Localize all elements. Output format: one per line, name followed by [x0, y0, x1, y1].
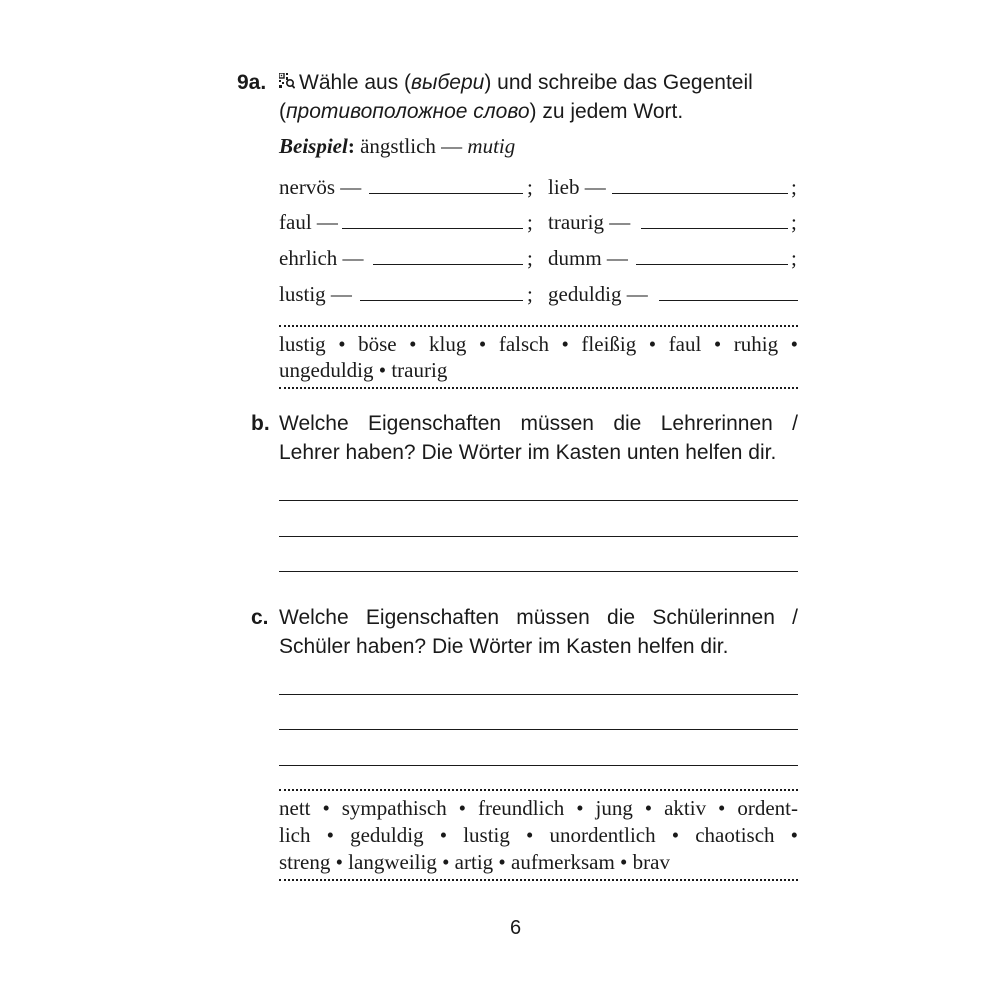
writing-line[interactable] [279, 571, 798, 572]
instruction-part: Wähle aus ( [299, 71, 412, 94]
answer-blank[interactable] [360, 300, 523, 301]
semicolon: ; [791, 246, 797, 270]
semicolon: ; [527, 282, 533, 306]
instruction-russian-hint: противоположное слово [286, 100, 530, 123]
answer-blank[interactable] [659, 300, 798, 301]
writing-line[interactable] [279, 536, 798, 537]
pair-right-label: geduldig — [548, 282, 648, 306]
semicolon: ; [527, 210, 533, 234]
example-line [279, 134, 515, 159]
pair-right-label: dumm — [548, 246, 628, 270]
answer-blank[interactable] [641, 228, 788, 229]
instruction-part: ) und schreibe das Gegenteil [484, 71, 753, 94]
page-number: 6 [510, 917, 522, 939]
semicolon: ; [791, 210, 797, 234]
word-box-bottom-border [279, 387, 798, 389]
word-box-top-border [279, 325, 798, 327]
instruction-part: ( [279, 100, 286, 123]
example-label: Beispiel [279, 134, 348, 158]
answer-blank[interactable] [636, 264, 788, 265]
word-box-9a: lustig • böse • klug • falsch • fleißig • faul • ruhig • ungeduldig • traurig [279, 332, 798, 382]
answer-blank[interactable] [612, 193, 788, 194]
pair-left-label: nervös — [279, 175, 362, 199]
semicolon: ; [527, 175, 533, 199]
pair-right-label: lieb — [548, 175, 606, 199]
task-b-line-1: Welche Eigenschaften müssen die Lehrerinnen / [279, 412, 798, 435]
answer-blank[interactable] [342, 228, 523, 229]
answer-blank[interactable] [373, 264, 523, 265]
example-word: ängstlich [360, 134, 436, 158]
writing-line[interactable] [279, 500, 798, 501]
instruction-russian-hint: выбери [411, 71, 485, 94]
writing-line[interactable] [279, 729, 798, 730]
pair-left-label: faul — [279, 210, 338, 234]
task-b-line-2: Lehrer haben? Die Wörter im Kasten unten helfen dir. [279, 441, 777, 464]
example-dash: — [441, 134, 463, 158]
example-colon: : [347, 134, 355, 158]
task-9a-instruction [279, 68, 819, 126]
pair-right-label: traurig — [548, 210, 631, 234]
word-box-top-border [279, 789, 798, 791]
qr-search-icon [279, 73, 293, 87]
answer-blank[interactable] [369, 193, 523, 194]
pair-left-label: ehrlich — [279, 246, 364, 270]
task-number-9a: 9a. [237, 71, 267, 94]
word-box-c-line-3: streng • langweilig • artig • aufmerksam • brav [279, 850, 670, 874]
writing-line[interactable] [279, 694, 798, 695]
semicolon: ; [791, 175, 797, 199]
writing-line[interactable] [279, 765, 798, 766]
word-box-c-line-2: lich • geduldig • lustig • unordentlich • chaotisch • [279, 823, 798, 847]
instruction-part: ) zu jedem Wort. [529, 100, 684, 123]
semicolon: ; [527, 246, 533, 270]
task-c-line-2: Schüler haben? Die Wörter im Kasten helfen dir. [279, 635, 729, 658]
pair-left-label: lustig — [279, 282, 352, 306]
task-letter-c: c. [251, 606, 269, 629]
word-box-c-line-1: nett • sympathisch • freundlich • jung • aktiv • ordent- [279, 796, 798, 820]
example-answer: mutig [467, 134, 516, 158]
word-box-bottom-border [279, 879, 798, 881]
task-letter-b: b. [251, 412, 270, 435]
task-c-line-1: Welche Eigenschaften müssen die Schülerinnen / [279, 606, 798, 629]
